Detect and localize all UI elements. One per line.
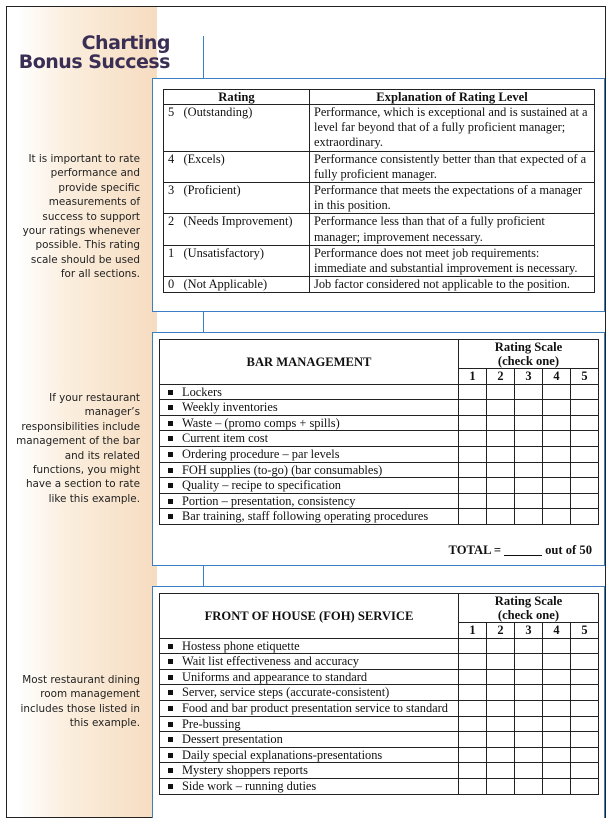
rating-checkbox-4[interactable]	[543, 431, 571, 447]
criterion-cell	[160, 446, 459, 462]
rating-checkbox-1[interactable]	[459, 638, 487, 654]
rating-checkbox-5[interactable]	[571, 478, 599, 494]
rating-checkbox-3[interactable]	[515, 778, 543, 794]
rating-checkbox-3[interactable]	[515, 462, 543, 478]
rating-checkbox-4[interactable]	[543, 638, 571, 654]
rating-checkbox-2[interactable]	[487, 509, 515, 525]
rating-checkbox-5[interactable]	[571, 638, 599, 654]
rating-checkbox-5[interactable]	[571, 763, 599, 779]
rating-checkbox-1[interactable]	[459, 716, 487, 732]
table-row	[160, 778, 599, 794]
bar-management-panel	[152, 332, 605, 566]
rating-checkbox-1[interactable]	[459, 654, 487, 670]
rating-checkbox-5[interactable]	[571, 654, 599, 670]
rating-col-header: Rating	[164, 90, 310, 105]
rating-checkbox-2[interactable]	[487, 415, 515, 431]
rating-checkbox-2[interactable]	[487, 446, 515, 462]
rating-checkbox-4[interactable]	[543, 384, 571, 400]
rating-checkbox-1[interactable]	[459, 669, 487, 685]
criterion-cell	[160, 747, 459, 763]
table-row	[160, 415, 599, 431]
criterion-cell	[160, 685, 459, 701]
rating-checkbox-2[interactable]	[487, 778, 515, 794]
section-header-row	[160, 594, 599, 623]
rating-header-row	[164, 90, 595, 105]
bullet-icon	[168, 768, 173, 773]
rating-checkbox-4[interactable]	[543, 763, 571, 779]
rating-checkbox-2[interactable]	[487, 400, 515, 416]
criterion-label: Server, service steps (accurate-consistent)	[182, 685, 390, 700]
table-row	[160, 431, 599, 447]
scale-number: 3	[515, 623, 543, 639]
rating-checkbox-3[interactable]	[515, 763, 543, 779]
criterion-label: Waste – (promo comps + spills)	[182, 415, 340, 430]
scale-number: 1	[459, 369, 487, 385]
criterion-label: Uniforms and appearance to standard	[182, 669, 368, 684]
rating-checkbox-3[interactable]	[515, 716, 543, 732]
rating-checkbox-1[interactable]	[459, 509, 487, 525]
rating-checkbox-5[interactable]	[571, 415, 599, 431]
bullet-icon	[168, 390, 173, 395]
bullet-icon	[168, 436, 173, 441]
bullet-icon	[168, 784, 173, 789]
rating-checkbox-2[interactable]	[487, 638, 515, 654]
rating-explanation: Job factor considered not applicable to the position.	[310, 277, 595, 293]
rating-checkbox-1[interactable]	[459, 493, 487, 509]
rating-checkbox-2[interactable]	[487, 654, 515, 670]
total-label: TOTAL =	[448, 543, 502, 557]
table-row	[160, 700, 599, 716]
criterion-label: Lockers	[182, 384, 222, 399]
table-row	[160, 638, 599, 654]
criterion-label: Quality – recipe to specification	[182, 478, 341, 493]
explanation-col-header: Explanation of Rating Level	[310, 90, 595, 105]
criterion	[168, 639, 454, 654]
criterion-cell	[160, 778, 459, 794]
rating-checkbox-4[interactable]	[543, 509, 571, 525]
criterion-label: Side work – running duties	[182, 778, 317, 793]
bullet-icon	[168, 659, 173, 664]
table-row	[160, 669, 599, 685]
bullet-icon	[168, 452, 173, 457]
rating-checkbox-5[interactable]	[571, 747, 599, 763]
scale-number: 5	[571, 369, 599, 385]
rating-checkbox-3[interactable]	[515, 400, 543, 416]
rating-checkbox-2[interactable]	[487, 732, 515, 748]
rating-checkbox-3[interactable]	[515, 669, 543, 685]
criterion-cell	[160, 700, 459, 716]
bullet-icon	[168, 706, 173, 711]
criterion-label: Daily special explanations-presentations	[182, 747, 383, 762]
criterion	[168, 431, 454, 446]
section-title: FRONT OF HOUSE (FOH) SERVICE	[160, 594, 459, 639]
bullet-icon	[168, 675, 173, 680]
total-suffix: out of 50	[545, 543, 592, 557]
rating-checkbox-5[interactable]	[571, 446, 599, 462]
connector-line	[203, 566, 204, 586]
rating-panel	[152, 78, 605, 312]
rating-checkbox-2[interactable]	[487, 747, 515, 763]
criterion	[168, 400, 454, 415]
rating-row	[164, 183, 595, 214]
criterion-label: Dessert presentation	[182, 732, 283, 747]
criterion	[168, 509, 454, 524]
rating-checkbox-2[interactable]	[487, 431, 515, 447]
criterion-cell	[160, 400, 459, 416]
rating-checkbox-4[interactable]	[543, 446, 571, 462]
bar-management-table	[159, 339, 599, 525]
rating-checkbox-5[interactable]	[571, 669, 599, 685]
criterion-cell	[160, 763, 459, 779]
criterion	[168, 701, 454, 716]
table-row	[160, 685, 599, 701]
rating-checkbox-4[interactable]	[543, 654, 571, 670]
rating-checkbox-4[interactable]	[543, 778, 571, 794]
criterion-cell	[160, 669, 459, 685]
criterion-label: Wait list effectiveness and accuracy	[182, 654, 359, 669]
scale-number: 4	[543, 623, 571, 639]
bullet-icon	[168, 483, 173, 488]
rating-level: 4 (Excels)	[164, 151, 310, 182]
connector-line	[203, 36, 204, 78]
foh-service-panel	[152, 586, 605, 818]
page-title-line2: Bonus Success	[18, 51, 170, 73]
rating-checkbox-1[interactable]	[459, 415, 487, 431]
table-row	[160, 654, 599, 670]
rating-checkbox-2[interactable]	[487, 716, 515, 732]
rating-row	[164, 105, 595, 152]
rating-checkbox-2[interactable]	[487, 493, 515, 509]
rating-checkbox-1[interactable]	[459, 747, 487, 763]
criterion	[168, 385, 454, 400]
rating-checkbox-5[interactable]	[571, 384, 599, 400]
rating-checkbox-1[interactable]	[459, 478, 487, 494]
rating-checkbox-1[interactable]	[459, 763, 487, 779]
rating-explanation: Performance does not meet job requirements: immediate and substantial improvement is necessary.	[310, 245, 595, 276]
rating-checkbox-1[interactable]	[459, 778, 487, 794]
rating-checkbox-3[interactable]	[515, 493, 543, 509]
rating-level: 0 (Not Applicable)	[164, 277, 310, 293]
rating-checkbox-5[interactable]	[571, 732, 599, 748]
rating-checkbox-3[interactable]	[515, 732, 543, 748]
table-row	[160, 732, 599, 748]
rating-checkbox-4[interactable]	[543, 400, 571, 416]
table-row	[160, 763, 599, 779]
criterion-label: Hostess phone etiquette	[182, 638, 300, 653]
rating-level: 2 (Needs Improvement)	[164, 214, 310, 245]
rating-checkbox-4[interactable]	[543, 732, 571, 748]
criterion-label: Mystery shoppers reports	[182, 763, 308, 778]
table-row	[160, 446, 599, 462]
bullet-icon	[168, 753, 173, 758]
rating-checkbox-1[interactable]	[459, 700, 487, 716]
rating-checkbox-4[interactable]	[543, 669, 571, 685]
table-row	[160, 478, 599, 494]
table-row	[160, 400, 599, 416]
scale-number: 4	[543, 369, 571, 385]
rating-checkbox-5[interactable]	[571, 509, 599, 525]
rating-checkbox-3[interactable]	[515, 384, 543, 400]
bullet-icon	[168, 405, 173, 410]
rating-checkbox-2[interactable]	[487, 462, 515, 478]
bullet-icon	[168, 514, 173, 519]
criterion-cell	[160, 732, 459, 748]
criterion	[168, 732, 454, 747]
side-note-bar: If your restaurant manager’s responsibilities include management of the bar and its related functions, you might have a section to rate like this example.	[16, 392, 140, 505]
criterion	[168, 779, 454, 794]
rating-checkbox-3[interactable]	[515, 509, 543, 525]
bullet-icon	[168, 499, 173, 504]
criterion	[168, 717, 454, 732]
rating-checkbox-4[interactable]	[543, 493, 571, 509]
scale-number: 5	[571, 623, 599, 639]
scale-number: 1	[459, 623, 487, 639]
criterion	[168, 447, 454, 462]
rating-level: 1 (Unsatisfactory)	[164, 245, 310, 276]
section-header-row	[160, 340, 599, 369]
scale-number: 3	[515, 369, 543, 385]
table-row	[160, 462, 599, 478]
bullet-icon	[168, 644, 173, 649]
rating-checkbox-5[interactable]	[571, 685, 599, 701]
criterion-cell	[160, 415, 459, 431]
rating-checkbox-4[interactable]	[543, 462, 571, 478]
rating-checkbox-3[interactable]	[515, 747, 543, 763]
rating-checkbox-3[interactable]	[515, 478, 543, 494]
rating-checkbox-3[interactable]	[515, 446, 543, 462]
rating-explanation: Performance that meets the expectations of a manager in this position.	[310, 183, 595, 214]
rating-checkbox-4[interactable]	[543, 747, 571, 763]
rating-checkbox-3[interactable]	[515, 654, 543, 670]
rating-checkbox-4[interactable]	[543, 685, 571, 701]
criterion	[168, 494, 454, 509]
table-row	[160, 716, 599, 732]
rating-checkbox-3[interactable]	[515, 431, 543, 447]
bullet-icon	[168, 690, 173, 695]
bullet-icon	[168, 737, 173, 742]
rating-checkbox-1[interactable]	[459, 431, 487, 447]
rating-scale-header: Rating Scale (check one)	[459, 594, 599, 623]
rating-checkbox-4[interactable]	[543, 478, 571, 494]
rating-explanation: Performance less than that of a fully proficient manager; improvement necessary.	[310, 214, 595, 245]
criterion-cell	[160, 384, 459, 400]
section-title: BAR MANAGEMENT	[160, 340, 459, 385]
criterion-label: Bar training, staff following operating procedures	[182, 509, 429, 524]
rating-scale-header: Rating Scale (check one)	[459, 340, 599, 369]
table-row	[160, 747, 599, 763]
criterion-cell	[160, 654, 459, 670]
criterion-label: FOH supplies (to-go) (bar consumables)	[182, 462, 383, 477]
rating-checkbox-1[interactable]	[459, 732, 487, 748]
criterion	[168, 463, 454, 478]
scale-number: 2	[487, 623, 515, 639]
page-title	[8, 34, 170, 72]
criterion	[168, 748, 454, 763]
bar-total-line	[449, 543, 592, 558]
bullet-icon	[168, 722, 173, 727]
total-blank	[504, 544, 542, 556]
rating-checkbox-5[interactable]	[571, 431, 599, 447]
rating-checkbox-5[interactable]	[571, 700, 599, 716]
criterion	[168, 763, 454, 778]
rating-checkbox-1[interactable]	[459, 685, 487, 701]
rating-checkbox-5[interactable]	[571, 493, 599, 509]
table-row	[160, 493, 599, 509]
rating-checkbox-5[interactable]	[571, 716, 599, 732]
bullet-icon	[168, 468, 173, 473]
rating-checkbox-2[interactable]	[487, 763, 515, 779]
rating-checkbox-5[interactable]	[571, 778, 599, 794]
criterion-label: Weekly inventories	[182, 400, 278, 415]
bullet-icon	[168, 421, 173, 426]
criterion-label: Food and bar product presentation service to standard	[182, 700, 448, 715]
criterion	[168, 654, 454, 669]
table-row	[160, 509, 599, 525]
rating-checkbox-1[interactable]	[459, 446, 487, 462]
page-title-line1: Charting	[81, 32, 170, 54]
side-note-foh: Most restaurant dining room management includes those listed in this example.	[20, 674, 140, 730]
rating-checkbox-3[interactable]	[515, 415, 543, 431]
criterion-label: Ordering procedure – par levels	[182, 446, 340, 461]
rating-checkbox-1[interactable]	[459, 384, 487, 400]
rating-checkbox-5[interactable]	[571, 462, 599, 478]
connector-line	[203, 312, 204, 332]
rating-checkbox-3[interactable]	[515, 685, 543, 701]
rating-checkbox-2[interactable]	[487, 685, 515, 701]
criterion	[168, 685, 454, 700]
rating-checkbox-4[interactable]	[543, 716, 571, 732]
rating-level: 3 (Proficient)	[164, 183, 310, 214]
rating-checkbox-2[interactable]	[487, 384, 515, 400]
criterion-cell	[160, 509, 459, 525]
table-row	[160, 384, 599, 400]
criterion-cell	[160, 478, 459, 494]
rating-checkbox-4[interactable]	[543, 700, 571, 716]
rating-checkbox-1[interactable]	[459, 400, 487, 416]
criterion	[168, 670, 454, 685]
rating-checkbox-5[interactable]	[571, 400, 599, 416]
criterion-cell	[160, 638, 459, 654]
rating-checkbox-2[interactable]	[487, 700, 515, 716]
criterion	[168, 416, 454, 431]
rating-row	[164, 151, 595, 182]
criterion-cell	[160, 493, 459, 509]
rating-row	[164, 277, 595, 293]
side-note-rating: It is important to rate performance and provide specific measurements of success to support your ratings whenever possible. This rating scale should be used for all sections.	[22, 153, 140, 281]
rating-table	[163, 89, 595, 293]
rating-row	[164, 214, 595, 245]
criterion-cell	[160, 716, 459, 732]
criterion-label: Portion – presentation, consistency	[182, 493, 356, 508]
rating-checkbox-3[interactable]	[515, 700, 543, 716]
rating-checkbox-2[interactable]	[487, 669, 515, 685]
rating-explanation: Performance consistently better than that expected of a fully proficient manager.	[310, 151, 595, 182]
criterion-label: Current item cost	[182, 431, 269, 446]
rating-row	[164, 245, 595, 276]
rating-checkbox-3[interactable]	[515, 638, 543, 654]
criterion-cell	[160, 462, 459, 478]
rating-checkbox-1[interactable]	[459, 462, 487, 478]
foh-service-table	[159, 593, 599, 795]
rating-level: 5 (Outstanding)	[164, 105, 310, 152]
rating-explanation: Performance, which is exceptional and is sustained at a level far beyond that of a fully proficient manager; extraordinary.	[310, 105, 595, 152]
criterion-label: Pre-bussing	[182, 716, 241, 731]
scale-number: 2	[487, 369, 515, 385]
criterion	[168, 478, 454, 493]
rating-checkbox-4[interactable]	[543, 415, 571, 431]
rating-checkbox-2[interactable]	[487, 478, 515, 494]
criterion-cell	[160, 431, 459, 447]
